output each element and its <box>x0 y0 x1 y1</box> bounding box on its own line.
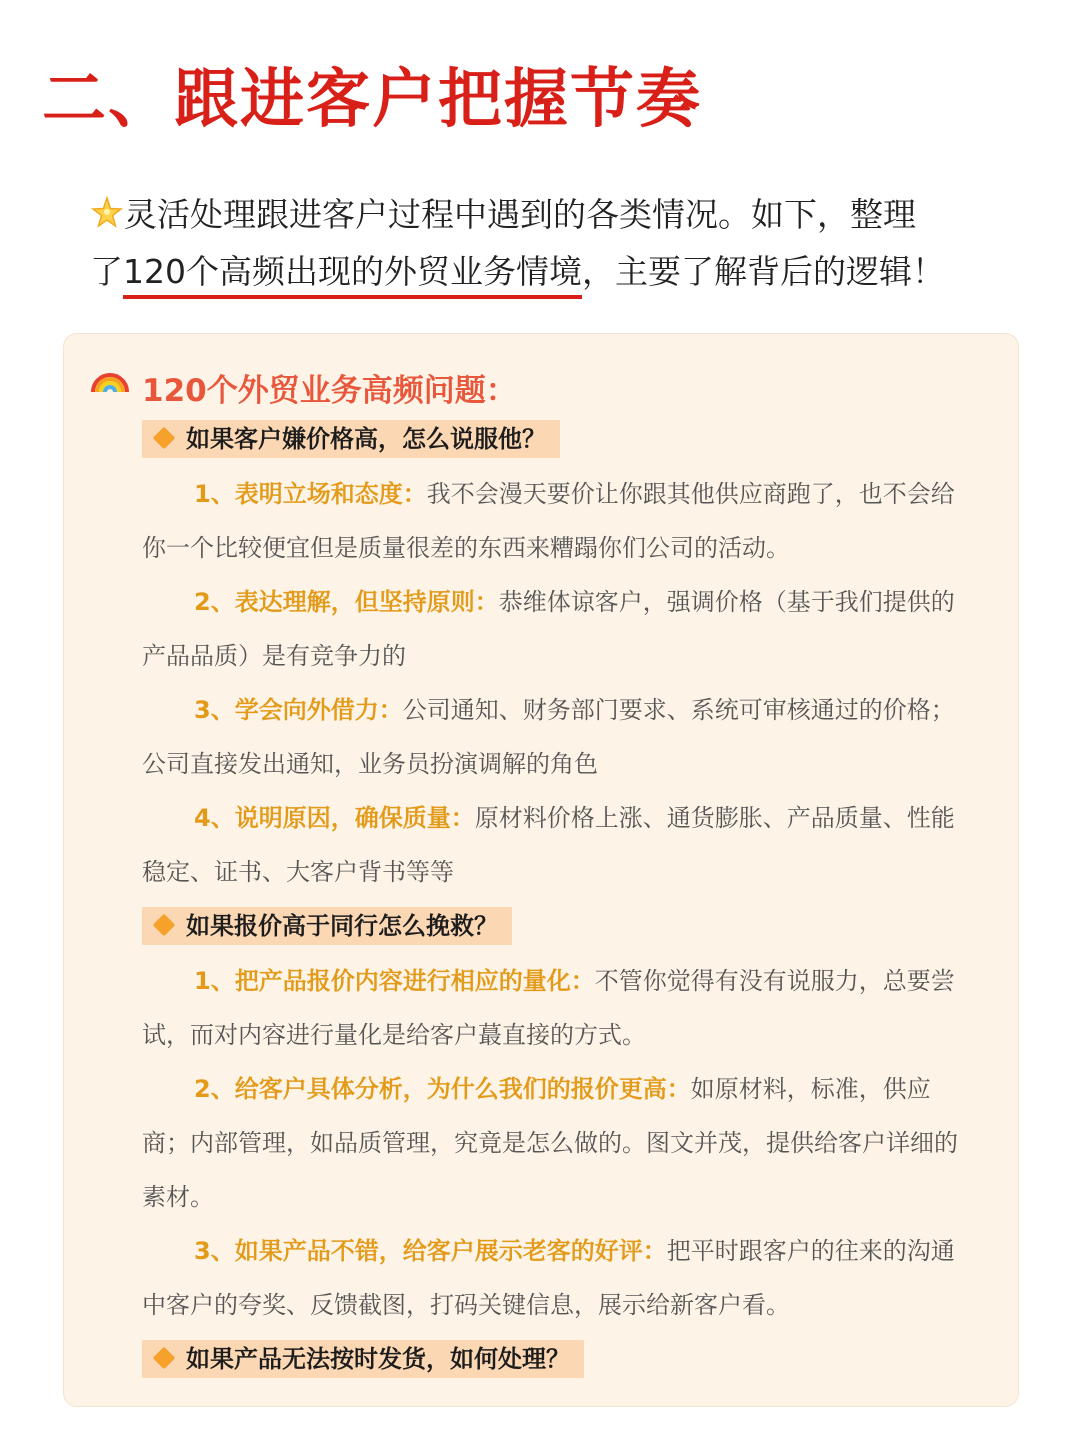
card-title: 120个外贸业务高频问题： <box>142 373 517 409</box>
intro-line-2-prefix: 了 <box>90 252 123 291</box>
answer-paragraph <box>142 791 962 899</box>
answer-paragraph <box>142 1062 962 1224</box>
intro-underlined-phrase: 120个高频出现的外贸业务情境 <box>123 249 582 299</box>
answer-text: 原材料价格上涨、通货膨胀、产品质量、性能稳定、证书、大客户背书等等 <box>142 804 955 886</box>
intro-line-2 <box>90 243 1010 300</box>
question-text: 如果客户嫌价格高，怎么说服他？ <box>186 425 546 453</box>
answer-text: 恭维体谅客户，强调价格（基于我们提供的产品品质）是有竞争力的 <box>142 588 955 670</box>
answer-paragraph <box>142 467 962 575</box>
answer-text: 把平时跟客户的往来的沟通中客户的夸奖、反馈截图，打码关键信息，展示给新客户看。 <box>142 1237 955 1319</box>
page-title: 二、跟进客户把握节奏 <box>42 63 702 137</box>
answer-paragraph <box>142 1224 962 1332</box>
intro-line-1-text: 灵活处理跟进客户过程中遇到的各类情况。如下，整理 <box>124 195 916 234</box>
answer-text: 如原材料，标准，供应商；内部管理，如品质管理，究竟是怎么做的。图文并茂，提供给客户详细的素材。 <box>142 1075 958 1211</box>
answer-text: 不管你觉得有没有说服力，总要尝试，而对内容进行量化是给客户蕞直接的方式。 <box>142 967 955 1049</box>
answer-paragraph <box>142 954 962 1062</box>
answer-lead: 4、说明原因，确保质量： <box>194 804 475 832</box>
intro-line-1 <box>90 186 1010 243</box>
card-header <box>90 360 517 410</box>
orange-diamond-icon <box>153 427 176 450</box>
intro-line-2-suffix: ，主要了解背后的逻辑！ <box>582 252 945 291</box>
answer-text: 公司通知、财务部门要求、系统可审核通过的价格；公司直接发出通知，业务员扮演调解的角色 <box>142 696 955 778</box>
sparkle-star-icon <box>90 196 124 230</box>
question-label-late-shipment <box>142 1340 584 1378</box>
answer-lead: 2、给客户具体分析，为什么我们的报价更高： <box>194 1075 691 1103</box>
answer-lead: 1、表明立场和态度： <box>194 480 427 508</box>
question-label-quote-higher <box>142 907 512 945</box>
orange-diamond-icon <box>153 1347 176 1370</box>
rainbow-icon <box>90 360 130 394</box>
answer-lead: 1、把产品报价内容进行相应的量化： <box>194 967 595 995</box>
faq-card <box>63 333 1019 1407</box>
answer-lead: 3、如果产品不错，给客户展示老客的好评： <box>194 1237 667 1265</box>
question-text: 如果产品无法按时发货，如何处理？ <box>186 1345 570 1373</box>
question-text: 如果报价高于同行怎么挽救？ <box>186 912 498 940</box>
answer-lead: 2、表达理解，但坚持原则： <box>194 588 499 616</box>
answer-paragraph <box>142 683 962 791</box>
answer-lead: 3、学会向外借力： <box>194 696 403 724</box>
answer-paragraph <box>142 575 962 683</box>
orange-diamond-icon <box>153 914 176 937</box>
question-label-price-too-high <box>142 420 560 458</box>
intro-paragraph <box>90 186 1010 300</box>
answer-text: 我不会漫天要价让你跟其他供应商跑了，也不会给你一个比较便宜但是质量很差的东西来糟蹋你们公司的活动。 <box>142 480 955 562</box>
